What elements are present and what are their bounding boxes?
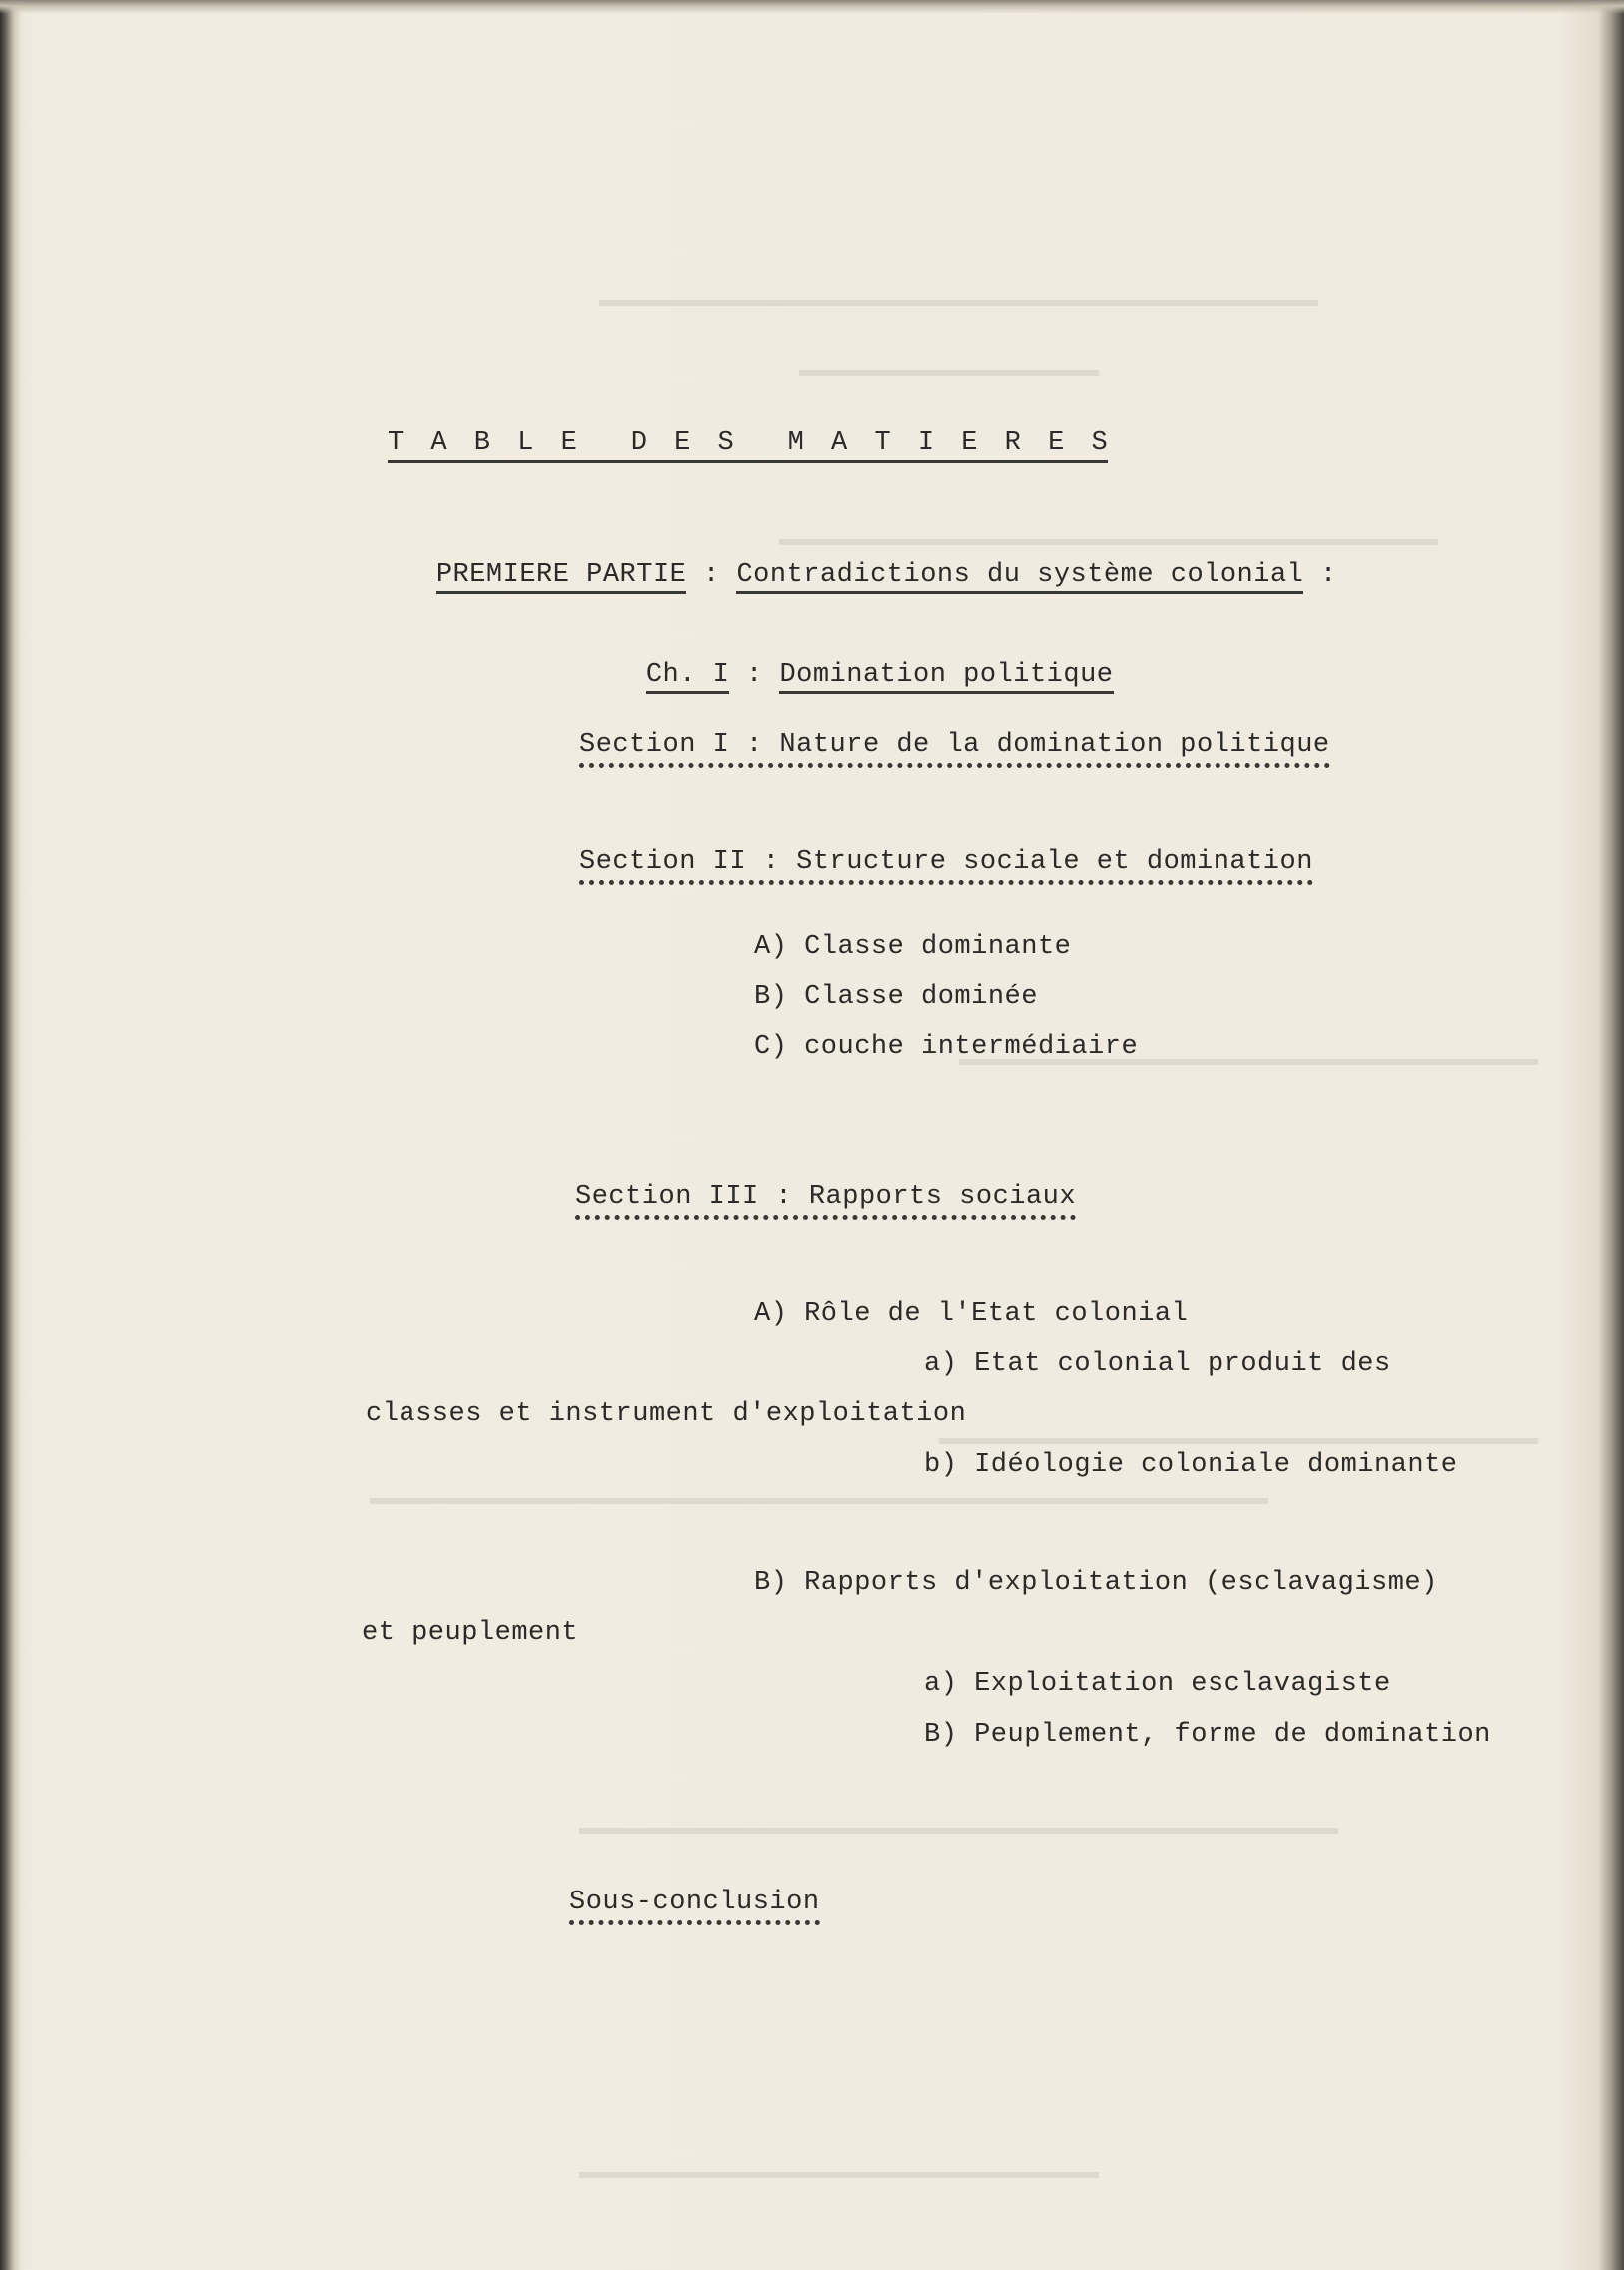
chapter-separator: :: [729, 660, 780, 690]
section-2-item: B) Classe dominée: [754, 982, 1038, 1012]
section-3-b-item-b: B) Peuplement, forme de domination: [924, 1720, 1491, 1750]
sub-conclusion-heading: Sous-conclusion: [569, 1887, 820, 1925]
section-2-item: C) couche intermédiaire: [754, 1032, 1139, 1062]
section-3-subheading-b: B) Rapports d'exploitation (esclavagisme): [754, 1568, 1438, 1598]
section-3-a-item-a-continued: classes et instrument d'exploitation: [366, 1399, 967, 1429]
part-trailing-colon: :: [1303, 560, 1337, 590]
page-binding-edge: [0, 0, 22, 2270]
chapter-label: Ch. I: [646, 660, 730, 694]
section-3-a-item-b: b) Idéologie coloniale dominante: [924, 1450, 1458, 1480]
chapter-heading: [579, 627, 1114, 723]
part-heading: [370, 527, 1337, 623]
section-2-heading: Section II : Structure sociale et domination: [579, 846, 1313, 885]
section-2-item: A) Classe dominante: [754, 932, 1072, 962]
part-label: PREMIERE PARTIE: [436, 560, 687, 594]
page-title: T A B L E D E S M A T I E R E S: [388, 427, 1108, 463]
section-1-heading: Section I : Nature de la domination politique: [579, 729, 1330, 768]
section-3-subheading-a: A) Rôle de l'Etat colonial: [754, 1299, 1189, 1329]
part-title: Contradictions du système colonial: [736, 560, 1303, 594]
section-3-heading: Section III : Rapports sociaux: [575, 1181, 1076, 1220]
chapter-title: Domination politique: [779, 660, 1113, 694]
section-3-a-item-a: a) Etat colonial produit des: [924, 1349, 1391, 1379]
section-3-subheading-b-continued: et peuplement: [362, 1618, 579, 1648]
part-separator: :: [686, 560, 737, 590]
page-top-edge: [0, 0, 1624, 14]
section-3-b-item-a: a) Exploitation esclavagiste: [924, 1669, 1391, 1699]
